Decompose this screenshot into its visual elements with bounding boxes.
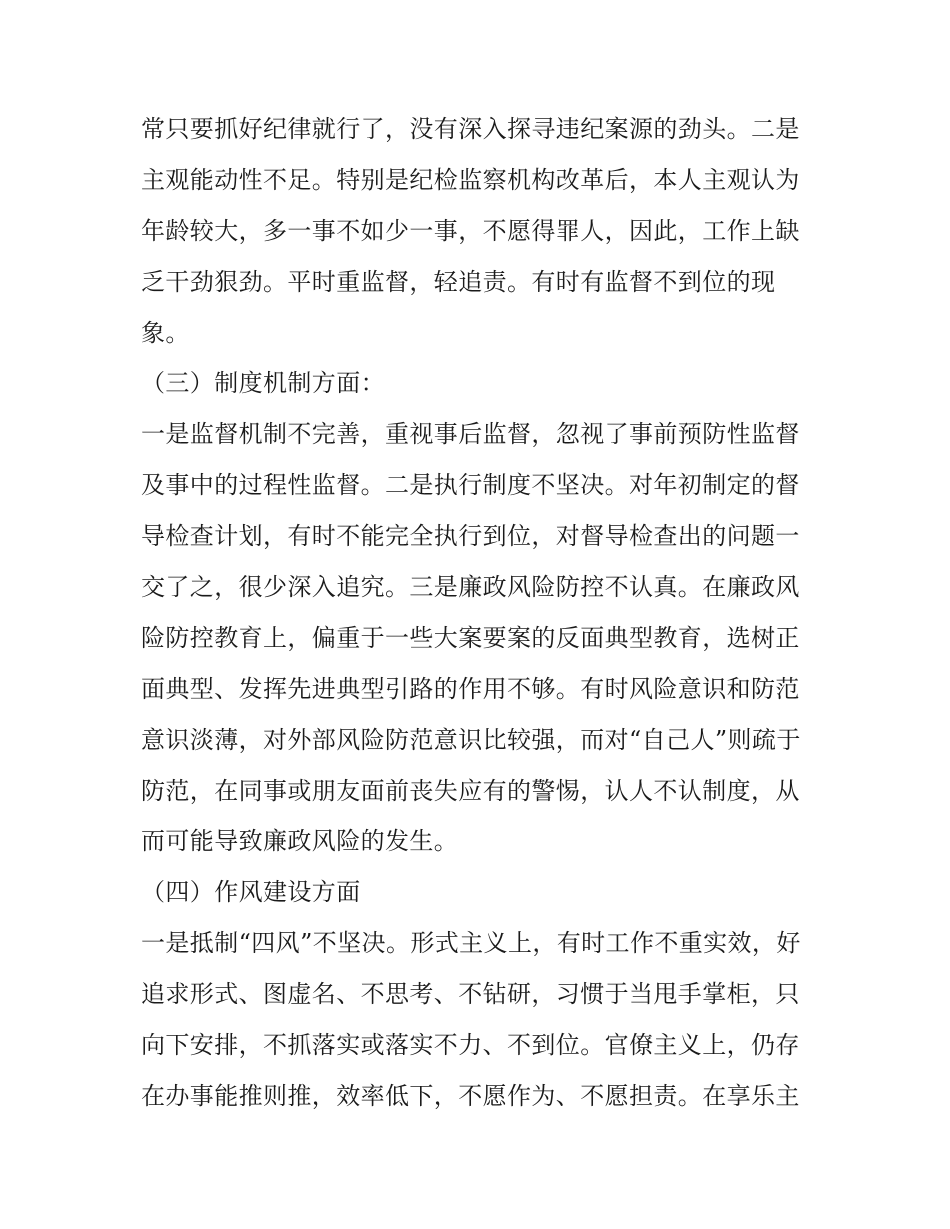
body-text <box>141 104 821 1122</box>
text-line: 主观能动性不足。特别是纪检监察机构改革后，本人主观认为 <box>141 165 800 194</box>
text-line: 面典型、发挥先进典型引路的作用不够。有时风险意识和防范 <box>141 674 800 703</box>
text-line: 而可能导致廉政风险的发生。 <box>141 827 459 856</box>
text-line: 防范，在同事或朋友面前丧失应有的警惕，认人不认制度，从 <box>141 776 800 805</box>
text-line: 导检查计划，有时不能完全执行到位，对督导检查出的问题一 <box>141 522 800 551</box>
text-line: 向下安排，不抓落实或落实不力、不到位。官僚主义上，仍存 <box>141 1031 800 1060</box>
text-line: 乏干劲狠劲。平时重监督，轻追责。有时有监督不到位的现 <box>141 267 776 296</box>
text-line: 追求形式、图虚名、不思考、不钻研，习惯于当甩手掌柜，只 <box>141 980 800 1009</box>
text-line: 在办事能推则推，效率低下，不愿作为、不愿担责。在享乐主 <box>141 1081 800 1110</box>
text-line: 险防控教育上，偏重于一些大案要案的反面典型教育，选树正 <box>141 623 800 652</box>
text-line: 常只要抓好纪律就行了，没有深入探寻违纪案源的劲头。二是 <box>141 115 800 143</box>
text-line: 意识淡薄，对外部风险防范意识比较强，而对“自己人”则疏于 <box>141 725 801 754</box>
text-line: 年龄较大，多一事不如少一事，不愿得罪人，因此，工作上缺 <box>141 216 800 245</box>
text-line: 象。 <box>141 318 190 347</box>
section-heading-3: （三）制度机制方面： <box>141 369 385 398</box>
text-line: 一是抵制“四风”不坚决。形式主义上，有时工作不重实效，好 <box>141 929 801 958</box>
text-line: 及事中的过程性监督。二是执行制度不坚决。对年初制定的督 <box>141 471 800 500</box>
text-line: 交了之，很少深入追究。三是廉政风险防控不认真。在廉政风 <box>141 573 800 602</box>
section-heading-4: （四）作风建设方面 <box>141 878 361 907</box>
text-line: 一是监督机制不完善，重视事后监督，忽视了事前预防性监督 <box>141 420 800 449</box>
